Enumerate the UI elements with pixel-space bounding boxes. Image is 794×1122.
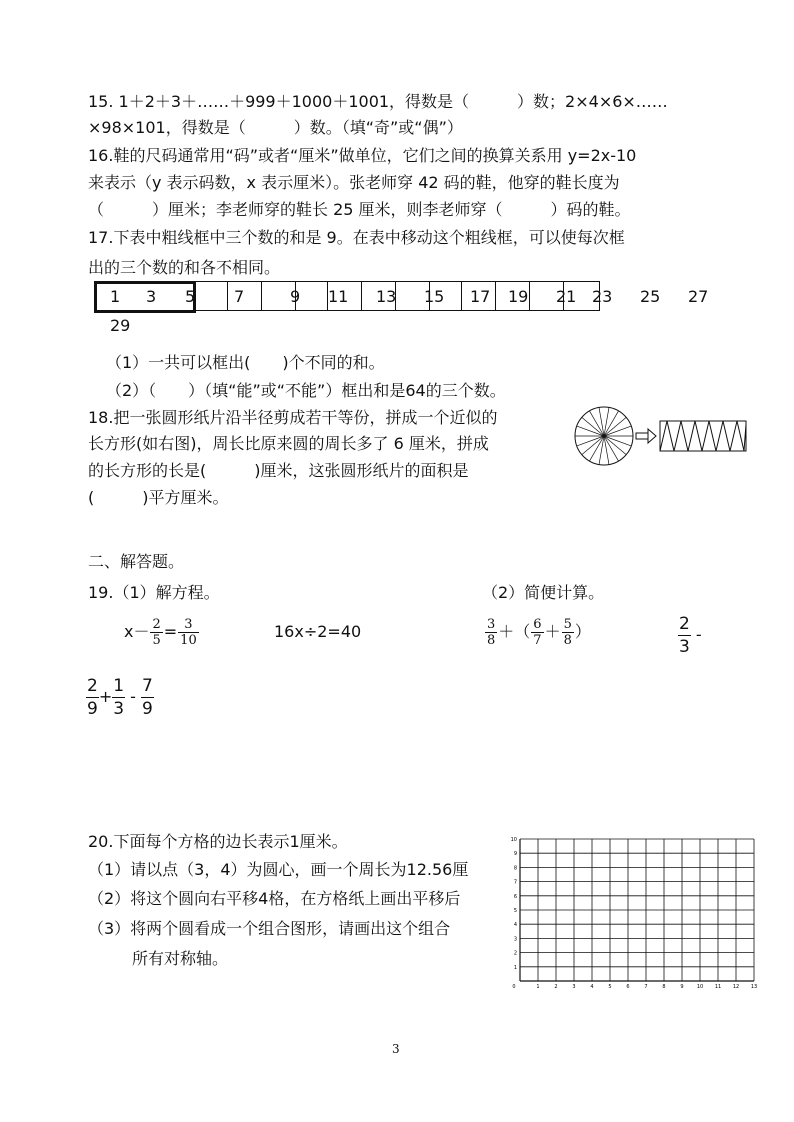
arrow-right-icon — [636, 429, 656, 443]
calculation-2-part1 — [678, 612, 702, 658]
fraction: $\frac{6}{7}$ — [533, 617, 542, 648]
table-cell — [296, 281, 328, 311]
fraction: $\frac{2}{3}$ — [679, 614, 690, 657]
grid-y-label: 9 — [513, 851, 517, 858]
grid-x-label: 6 — [626, 984, 630, 990]
grid-x-label: 0 — [512, 984, 516, 990]
section2-title: 二、解答题。 — [88, 552, 185, 571]
grid-x-label: 5 — [608, 984, 612, 990]
table-number: 17 — [470, 287, 491, 306]
table-number: 21 — [556, 287, 577, 306]
grid-y-label: 4 — [513, 922, 517, 929]
table-number: 25 — [640, 287, 661, 306]
grid-y-label: 5 — [513, 908, 517, 914]
q16-line3: （ ）厘米；李老师穿的鞋长 25 厘米，则李老师穿（ ）码的鞋。 — [88, 200, 631, 219]
q17-sub2: （2）（ ）（填“能”或“不能”）框出和是64的三个数。 — [106, 381, 506, 400]
q18-line3: 的长方形的长是( )厘米，这张圆形纸片的面积是 — [88, 461, 469, 480]
fraction: $\frac{2}{9}$ — [87, 676, 98, 719]
table-number-wrap: 29 — [110, 316, 131, 335]
q16-line1: 16.鞋的尺码通常用“码”或者“厘米”做单位，它们之间的换算关系用 y=2x-10 — [88, 146, 637, 165]
page-number: 3 — [392, 1042, 400, 1056]
q17-line2: 出的三个数的和各不相同。 — [88, 258, 281, 277]
table-number: 11 — [328, 287, 349, 306]
calculation-2-part2 — [86, 674, 154, 720]
q17-line1: 17.下表中粗线框中三个数的和是 9。在表中移动这个粗线框，可以使每次框 — [88, 228, 625, 247]
q18-line1: 18.把一张圆形纸片沿半径剪成若干等份，拼成一个近似的 — [88, 408, 498, 427]
grid-x-label: 9 — [680, 984, 684, 990]
grid-x-label: 10 — [696, 984, 704, 990]
table-number: 5 — [185, 287, 196, 306]
q15-line1: 15. 1＋2＋3＋……＋999＋1000＋1001，得数是（ ）数；2×4×6×…… — [88, 92, 668, 111]
operator: - — [130, 687, 136, 706]
bold-frame — [94, 281, 196, 313]
table-number: 13 — [376, 287, 397, 306]
fraction: $\frac{3}{8}$ — [487, 617, 496, 648]
q18-line4: ( )平方厘米。 — [88, 488, 229, 507]
table-number: 27 — [688, 287, 709, 306]
table-number: 9 — [290, 287, 301, 306]
fraction: $\frac{3}{10}$ — [180, 617, 197, 648]
grid-x-label: 4 — [590, 984, 594, 990]
q20-sub3: （3）将两个圆看成一个组合图形，请画出这个组合 — [88, 919, 451, 938]
q20-line1: 20.下面每个方格的边长表示1厘米。 — [88, 832, 348, 851]
equals-sign: = — [163, 622, 178, 641]
equation-2: 16x÷2=40 — [274, 622, 362, 641]
q20-sub1: （1）请以点（3，4）为圆心，画一个周长为12.56厘 — [88, 860, 469, 879]
circle-to-rectangle-figure — [574, 404, 754, 468]
grid-y-label: 6 — [513, 893, 517, 900]
table-cell — [196, 281, 228, 311]
grid-x-label: 3 — [572, 984, 576, 990]
grid-y-label: 10 — [510, 837, 517, 843]
grid-x-label: 8 — [662, 984, 666, 990]
operator: ） — [574, 622, 591, 641]
grid-x-label: 1 — [536, 984, 540, 990]
fraction: $\frac{2}{5}$ — [152, 617, 161, 648]
eq1-pre: x－ — [124, 622, 150, 641]
grid-x-label: 13 — [750, 984, 758, 990]
operator: + — [98, 687, 113, 706]
table-number: 19 — [508, 287, 529, 306]
operator: ＋（ — [498, 622, 531, 641]
grid-x-label: 11 — [714, 984, 722, 990]
calculation-1 — [484, 612, 591, 652]
square-grid — [508, 823, 756, 989]
grid-x-label: 7 — [644, 984, 648, 990]
q18-line2: 长方形(如右图)，周长比原来圆的周长多了 6 厘米，拼成 — [88, 434, 489, 453]
q19-label: 19.（1）解方程。 — [88, 583, 220, 602]
fraction: $\frac{5}{8}$ — [563, 617, 572, 648]
grid-y-label: 7 — [513, 879, 517, 886]
q20-sub3b: 所有对称轴。 — [132, 949, 229, 968]
operator: ＋ — [544, 622, 561, 641]
table-number: 3 — [146, 287, 157, 306]
q20-sub2: （2）将这个圆向右平移4格，在方格纸上画出平移后 — [88, 889, 461, 908]
q19-label2: （2）简便计算。 — [482, 583, 605, 602]
table-number: 15 — [424, 287, 445, 306]
grid-y-label: 8 — [513, 865, 517, 872]
grid-y-label: 3 — [513, 936, 517, 943]
grid-y-label: 1 — [513, 964, 517, 971]
q17-sub1: （1）一共可以框出( )个不同的和。 — [106, 353, 385, 372]
operator: - — [695, 625, 702, 644]
rectangle-strips-icon — [660, 421, 746, 451]
table-number: 7 — [234, 287, 245, 306]
grid-x-label: 2 — [554, 984, 558, 990]
grid-y-label: 2 — [513, 950, 517, 957]
equation-1 — [124, 612, 200, 652]
q16-line2: 来表示（y 表示码数，x 表示厘米）。张老师穿 42 码的鞋，他穿的鞋长度为 — [88, 173, 620, 192]
fraction: $\frac{7}{9}$ — [142, 676, 153, 719]
q15-line2: ×98×101，得数是（ ）数。（填“奇”或“偶”） — [88, 118, 463, 137]
fraction: $\frac{1}{3}$ — [113, 676, 125, 719]
grid-x-label: 12 — [732, 984, 740, 990]
table-number: 23 — [592, 287, 613, 306]
table-number: 1 — [110, 287, 121, 306]
sliced-circle-icon — [575, 407, 633, 465]
